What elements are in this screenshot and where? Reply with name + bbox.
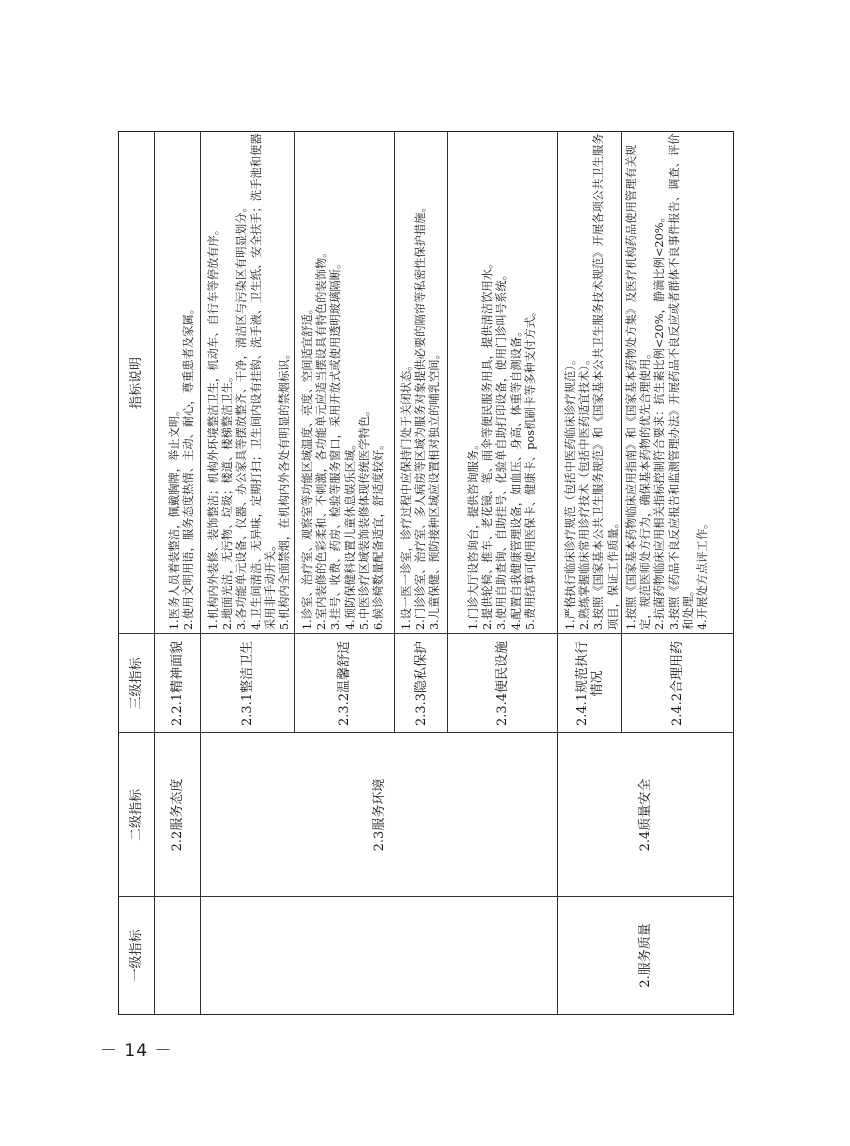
desc-convenience [467, 132, 538, 634]
desc-rational-drug-use [625, 132, 710, 634]
desc-line: 1.严格执行临床诊疗规范（包括中医药临床诊疗规范）。 [564, 353, 577, 630]
desc-line: 6.候诊椅数量配备适宜，舒适度较好。 [372, 438, 386, 630]
page-number: － 14 － [100, 1041, 173, 1061]
desc-line: 4.配置自我健康管理设备，如血压、身高、体重等自测设备。 [509, 325, 523, 630]
desc-appearance [168, 132, 196, 634]
desc-line: 1.诊室、治疗室、观察室等功能区域温度、亮度、空间适宜舒适。 [301, 302, 314, 630]
desc-comfort [301, 132, 386, 634]
header-level2: 二级指标 [129, 789, 144, 842]
level3-cleanliness: 2.3.1整洁卫生 [240, 640, 255, 727]
level3-comfort: 2.3.2温馨舒适 [337, 640, 352, 727]
desc-line: 2.熟练掌握临床常用诊疗技术（包括中医药适宜技术）。 [578, 353, 592, 630]
desc-line: 3.儿童保健、预防接种区域应设置相对独立的哺乳空间。 [428, 348, 442, 630]
desc-line: 3.按照《药品不良反应报告和监测管理办法》开展药品不良反应或者群体不良事件报告、调查、评价和处理。 [667, 133, 695, 630]
desc-privacy [400, 132, 443, 634]
desc-line: 3.按照《国家基本公共卫生服务规范》和《国家基本公共卫生服务技术规范》开展各项公共卫生服务项目，保证工作质量。 [592, 133, 620, 630]
level2-service-environment: 2.3服务环境 [371, 778, 387, 852]
desc-cleanliness [207, 132, 292, 634]
level3-norm-execution: 2.4.1规范执行情况 [574, 640, 605, 727]
desc-line: 2.地面光洁，无污物、垃圾；楼道、楼梯整洁卫生。 [221, 370, 235, 630]
desc-line: 5.机构内全面禁烟，在机构内外各处有明显的禁烟标识。 [278, 348, 292, 630]
desc-line: 4.开展处方点评工作。 [696, 517, 710, 630]
desc-line: 1.设一医一诊室，诊疗过程中应保持门处于关闭状态。 [400, 359, 413, 630]
level1-service-quality: 2.服务质量 [637, 923, 653, 988]
level2-service-attitude: 2.2服务态度 [170, 778, 185, 852]
level3-appearance: 2.2.1精神面貌 [170, 640, 185, 727]
desc-line: 1.按照《国家基本药物临床应用指南》和《国家基本药物处方集》及医疗机构药品使用管理有关规定，规范医师处方行为，确保基本药物的优先合理使用。 [625, 144, 653, 630]
desc-norm-execution [564, 132, 621, 634]
indicator-table [118, 131, 734, 1015]
level3-rational-drug-use: 2.4.2合理用药 [670, 640, 685, 727]
desc-line: 2.提供轮椅、推车、老花镜、笔、雨伞等便民服务用具，提供清洁饮用水。 [481, 257, 495, 630]
desc-line: 2.抗菌药物临床应用相关指标控制符合要求：抗生素比例<20%，静滴比例<20%。 [653, 211, 667, 630]
level3-privacy: 2.3.3隐私保护 [413, 640, 429, 727]
desc-line: 5.中医诊疗区域装饰装修体现传统医学特色。 [357, 404, 371, 630]
desc-line: 1.机构内外装修、装饰整洁；机构外环境整洁卫生，机动车、自行车等停放有序。 [207, 223, 220, 630]
header-level3: 三级指标 [129, 657, 144, 710]
desc-line: 1.医务人员着装整洁，佩戴胸牌，举止文明。 [168, 404, 181, 630]
desc-line: 4.卫生间清洁、无异味，定期打扫；卫生间内设有挂钩、洗手液、卫生纸、安全扶手；洗手池和便器采用非手动开关。 [249, 133, 277, 630]
desc-line: 5.费用结算可使用医保卡、健康卡、pos机刷卡等多种支付方式。 [523, 305, 537, 630]
desc-line: 3.挂号、收费、药房、检验等服务窗口，采用开放式或使用透明玻璃隔断。 [329, 257, 343, 630]
desc-line: 3.各功能单元设备、仪器、办公家具等摆放整齐、干净，清洁区与污染区有明显划分。 [235, 201, 249, 630]
desc-line: 2.门诊诊室、治疗室、多人病房等区域为服务对象提供必要的隔帘等私密性保护措施。 [414, 201, 428, 630]
desc-line: 1.门诊大厅设咨询台，提供咨询服务。 [467, 438, 480, 630]
desc-line: 4.预防保健科设置儿童休息娱乐区域。 [343, 438, 357, 630]
level2-quality-safety: 2.4质量安全 [638, 778, 653, 852]
header-level1: 一级指标 [129, 929, 144, 982]
desc-line: 2.室内装修的色彩柔和、不刺激，各功能单元应适当摆设具有特色的装饰物。 [315, 246, 329, 630]
desc-line: 3.使用自助查询、自助挂号、化验单自助打印设备，使用门诊叫号系统。 [495, 269, 509, 630]
desc-line: 2.使用文明用语，服务态度热情、主动、耐心，尊重患者及家属。 [182, 302, 196, 630]
level3-convenience: 2.3.4便民设施 [495, 640, 510, 727]
header-description: 指标说明 [129, 357, 144, 410]
